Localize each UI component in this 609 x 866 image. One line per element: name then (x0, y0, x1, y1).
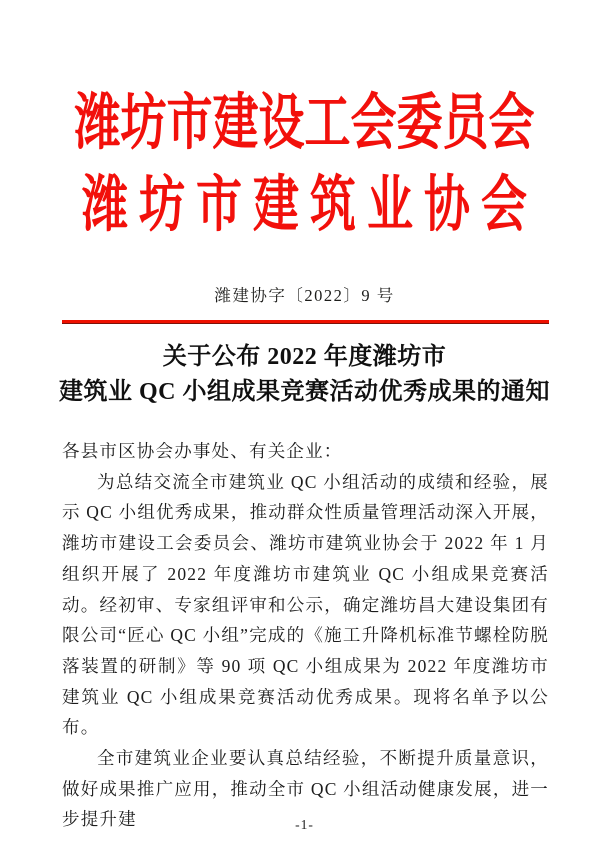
notice-title-line1: 关于公布 2022 年度潍坊市 (162, 344, 447, 370)
org-name-line1: 潍坊市建设工会委员会 (74, 88, 535, 156)
org-name-line2: 潍坊市建筑业协会 (82, 170, 538, 238)
notice-body (62, 436, 549, 835)
notice-title-line2: 建筑业 QC 小组成果竞赛活动优秀成果的通知 (59, 378, 550, 405)
body-paragraph: 为总结交流全市建筑业 QC 小组活动的成绩和经验，展示 QC 小组优秀成果，推动群众性质量管理活动深入开展，潍坊市建设工会委员会、潍坊市建筑业协会于 2022 年 1 月组织开展了 2022 年度潍坊市建筑业 QC 小组成果竞赛活动。经初审、专家组评审和公示，确定潍坊昌大建设集团有限公司“匠心 QC 小组”完成的《施工升降机标准节螺栓防脱落装置的研制》等 90 项 QC 小组成果为 2022 年度潍坊市建筑业 QC 小组成果竞赛活动优秀成果。现将名单予以公布。 (62, 471, 549, 738)
page-number: -1- (295, 817, 314, 832)
body-paragraph: 全市建筑业企业要认真总结经验，不断提升质量意识，做好成果推广应用，推动全市 QC 小组活动健康发展，进一步提升建 (62, 748, 549, 830)
red-separator-rule (62, 320, 549, 324)
salutation-line: 各县市区协会办事处、有关企业： (62, 441, 343, 461)
letterhead (0, 82, 609, 246)
document-number: 潍建协字〔2022〕9 号 (214, 286, 395, 305)
notice-title (30, 340, 579, 409)
